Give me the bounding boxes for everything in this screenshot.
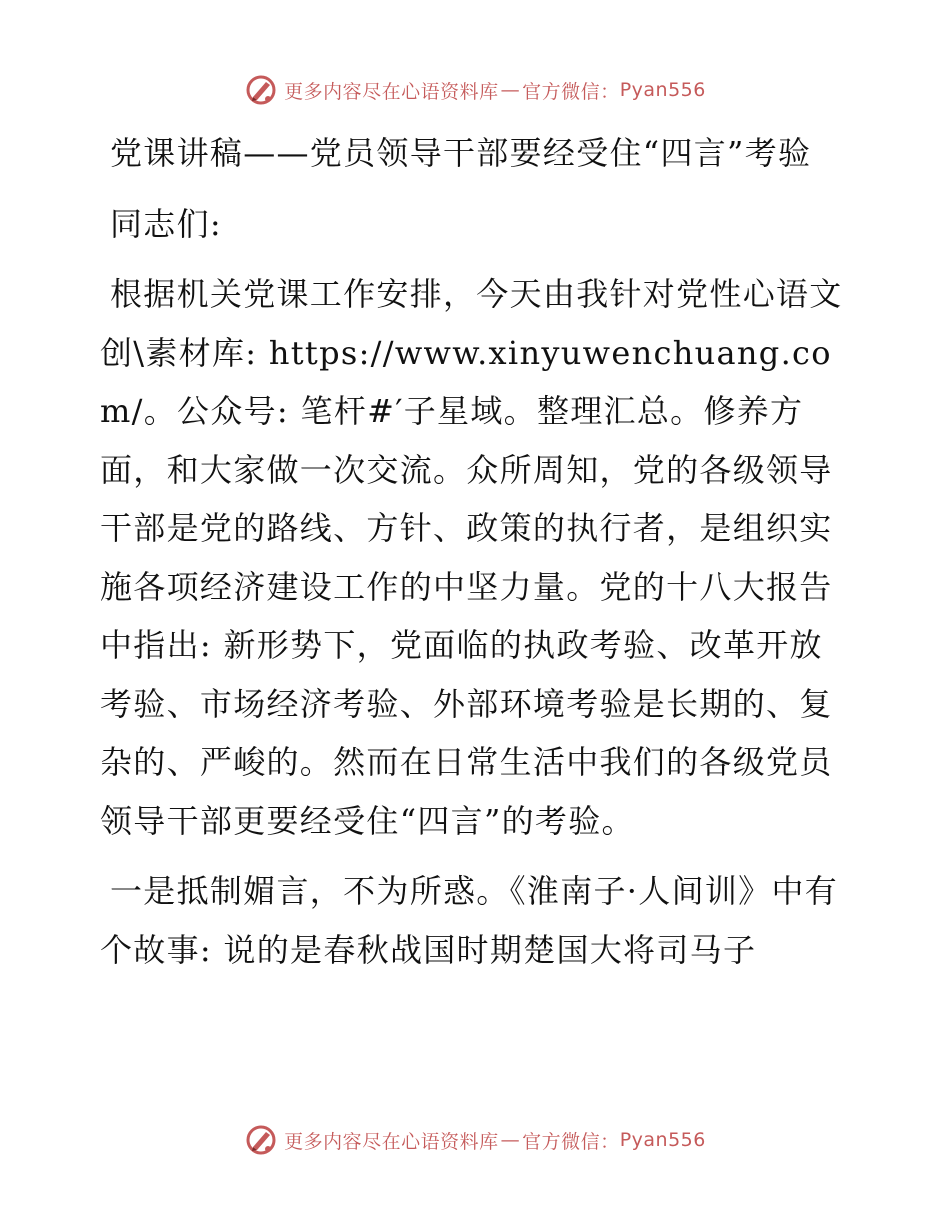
footer-banner	[0, 1120, 950, 1160]
pen-circle-logo-icon	[244, 73, 278, 107]
paragraph-point-one: 一是抵制媚言，不为所惑。《淮南子·人间训》中有个故事: 说的是春秋战国时期楚国大将司马子	[100, 872, 839, 969]
header-wechat-id: Pyan556	[619, 79, 706, 101]
header-separator: —	[500, 79, 521, 101]
header-banner	[0, 70, 950, 110]
pen-circle-logo-icon	[244, 1123, 278, 1157]
footer-wechat-id: Pyan556	[619, 1129, 706, 1151]
header-site-text: 更多内容尽在心语资料库	[284, 80, 499, 103]
footer-wechat-label: 官方微信：	[522, 1130, 620, 1153]
document-title: 党课讲稿——党员领导干部要经受住“四言”考验	[110, 134, 812, 172]
footer-site-text: 更多内容尽在心语资料库	[284, 1130, 499, 1153]
salutation: 同志们:	[110, 204, 222, 243]
footer-separator: —	[500, 1129, 521, 1151]
paragraph-intro: 根据机关党课工作安排，今天由我针对党性心语文创\素材库: https://www.xinyuwenchuang.com/。公众号: 笔杆#′子星域。整理汇总。修养方面，和大家做一次交流。众所周知，党的各级领导干部是党的路线、方针、政策的执行者，是组织实施各项经济建设工作的中坚力量。党的十八大报告中指出: 新形势下，党面临的执政考验、改革开放考验、市场经济考验、外部环境考验是长期的、复杂的、严峻的。然而在日常生活中我们的各级党员领导干部更要经受住“四言”的考验。	[100, 275, 843, 840]
document-body	[100, 124, 850, 979]
header-wechat-label: 官方微信：	[522, 80, 620, 103]
